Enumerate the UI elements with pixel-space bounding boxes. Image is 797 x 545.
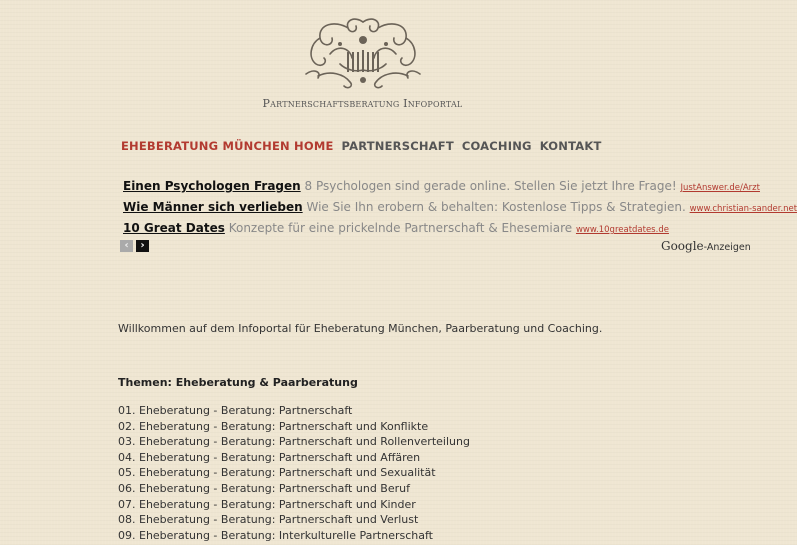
google-brand: Google bbox=[661, 239, 704, 253]
ad-title-link[interactable]: 10 Great Dates bbox=[123, 221, 225, 235]
list-item: 03. Eheberatung - Beratung: Partnerschaft und Rollenverteilung bbox=[118, 435, 470, 449]
list-item: 01. Eheberatung - Beratung: Partnerschaft bbox=[118, 404, 353, 417]
nav-item-coaching[interactable]: COACHING bbox=[461, 139, 532, 153]
ad-item bbox=[123, 178, 760, 199]
google-ads-label[interactable] bbox=[661, 239, 751, 253]
ad-url-link[interactable]: JustAnswer.de/Arzt bbox=[680, 183, 760, 193]
ad-pager bbox=[120, 240, 149, 252]
topics-list bbox=[118, 403, 470, 543]
nav-item-partnerschaft[interactable]: PARTNERSCHAFT bbox=[341, 139, 454, 153]
ad-url-link[interactable]: www.10greatdates.de bbox=[575, 225, 669, 235]
ad-title-link[interactable]: Einen Psychologen Fragen bbox=[123, 179, 301, 193]
list-item: 02. Eheberatung - Beratung: Partnerschaft und Konflikte bbox=[118, 419, 429, 433]
ad-description: Wie Sie Ihn erobern & behalten: Kostenlose Tipps & Strategien. bbox=[306, 200, 686, 214]
site-title: Partnerschaftsberatung Infoportal bbox=[262, 97, 463, 110]
ad-description: 8 Psychologen sind gerade online. Stellen Sie jetzt Ihre Frage! bbox=[304, 179, 677, 193]
list-item: 06. Eheberatung - Beratung: Partnerschaft und Beruf bbox=[118, 481, 410, 495]
main-nav bbox=[121, 139, 602, 153]
ad-url-link[interactable]: www.christian-sander.net bbox=[689, 204, 797, 214]
ornament-logo-icon bbox=[300, 14, 426, 94]
nav-item-kontakt[interactable]: KONTAKT bbox=[539, 139, 602, 153]
chevron-left-icon[interactable]: ‹ bbox=[120, 240, 133, 252]
ad-description: Konzepte für eine prickelnde Partnerschaft & Ehesemiare bbox=[228, 221, 573, 235]
nav-item-home[interactable]: EHEBERATUNG MÜNCHEN HOME bbox=[121, 139, 334, 153]
ad-title-link[interactable]: Wie Männer sich verlieben bbox=[123, 200, 303, 214]
list-item: 05. Eheberatung - Beratung: Partnerschaft und Sexualität bbox=[118, 466, 436, 480]
ad-block bbox=[123, 178, 797, 241]
ad-item bbox=[123, 199, 797, 220]
chevron-right-icon[interactable]: › bbox=[136, 240, 149, 252]
list-item: 08. Eheberatung - Beratung: Partnerschaft und Verlust bbox=[118, 513, 419, 527]
list-item: 09. Eheberatung - Beratung: Interkulturelle Partnerschaft bbox=[118, 528, 433, 542]
welcome-text: Willkommen auf dem Infoportal für Eheberatung München, Paarberatung und Coaching. bbox=[118, 322, 603, 335]
list-item: 07. Eheberatung - Beratung: Partnerschaft und Kinder bbox=[118, 497, 416, 511]
ad-item bbox=[123, 220, 727, 241]
google-ads-suffix: -Anzeigen bbox=[703, 242, 751, 253]
list-item: 04. Eheberatung - Beratung: Partnerschaft und Affären bbox=[118, 450, 421, 464]
themes-heading: Themen: Eheberatung & Paarberatung bbox=[118, 376, 358, 389]
